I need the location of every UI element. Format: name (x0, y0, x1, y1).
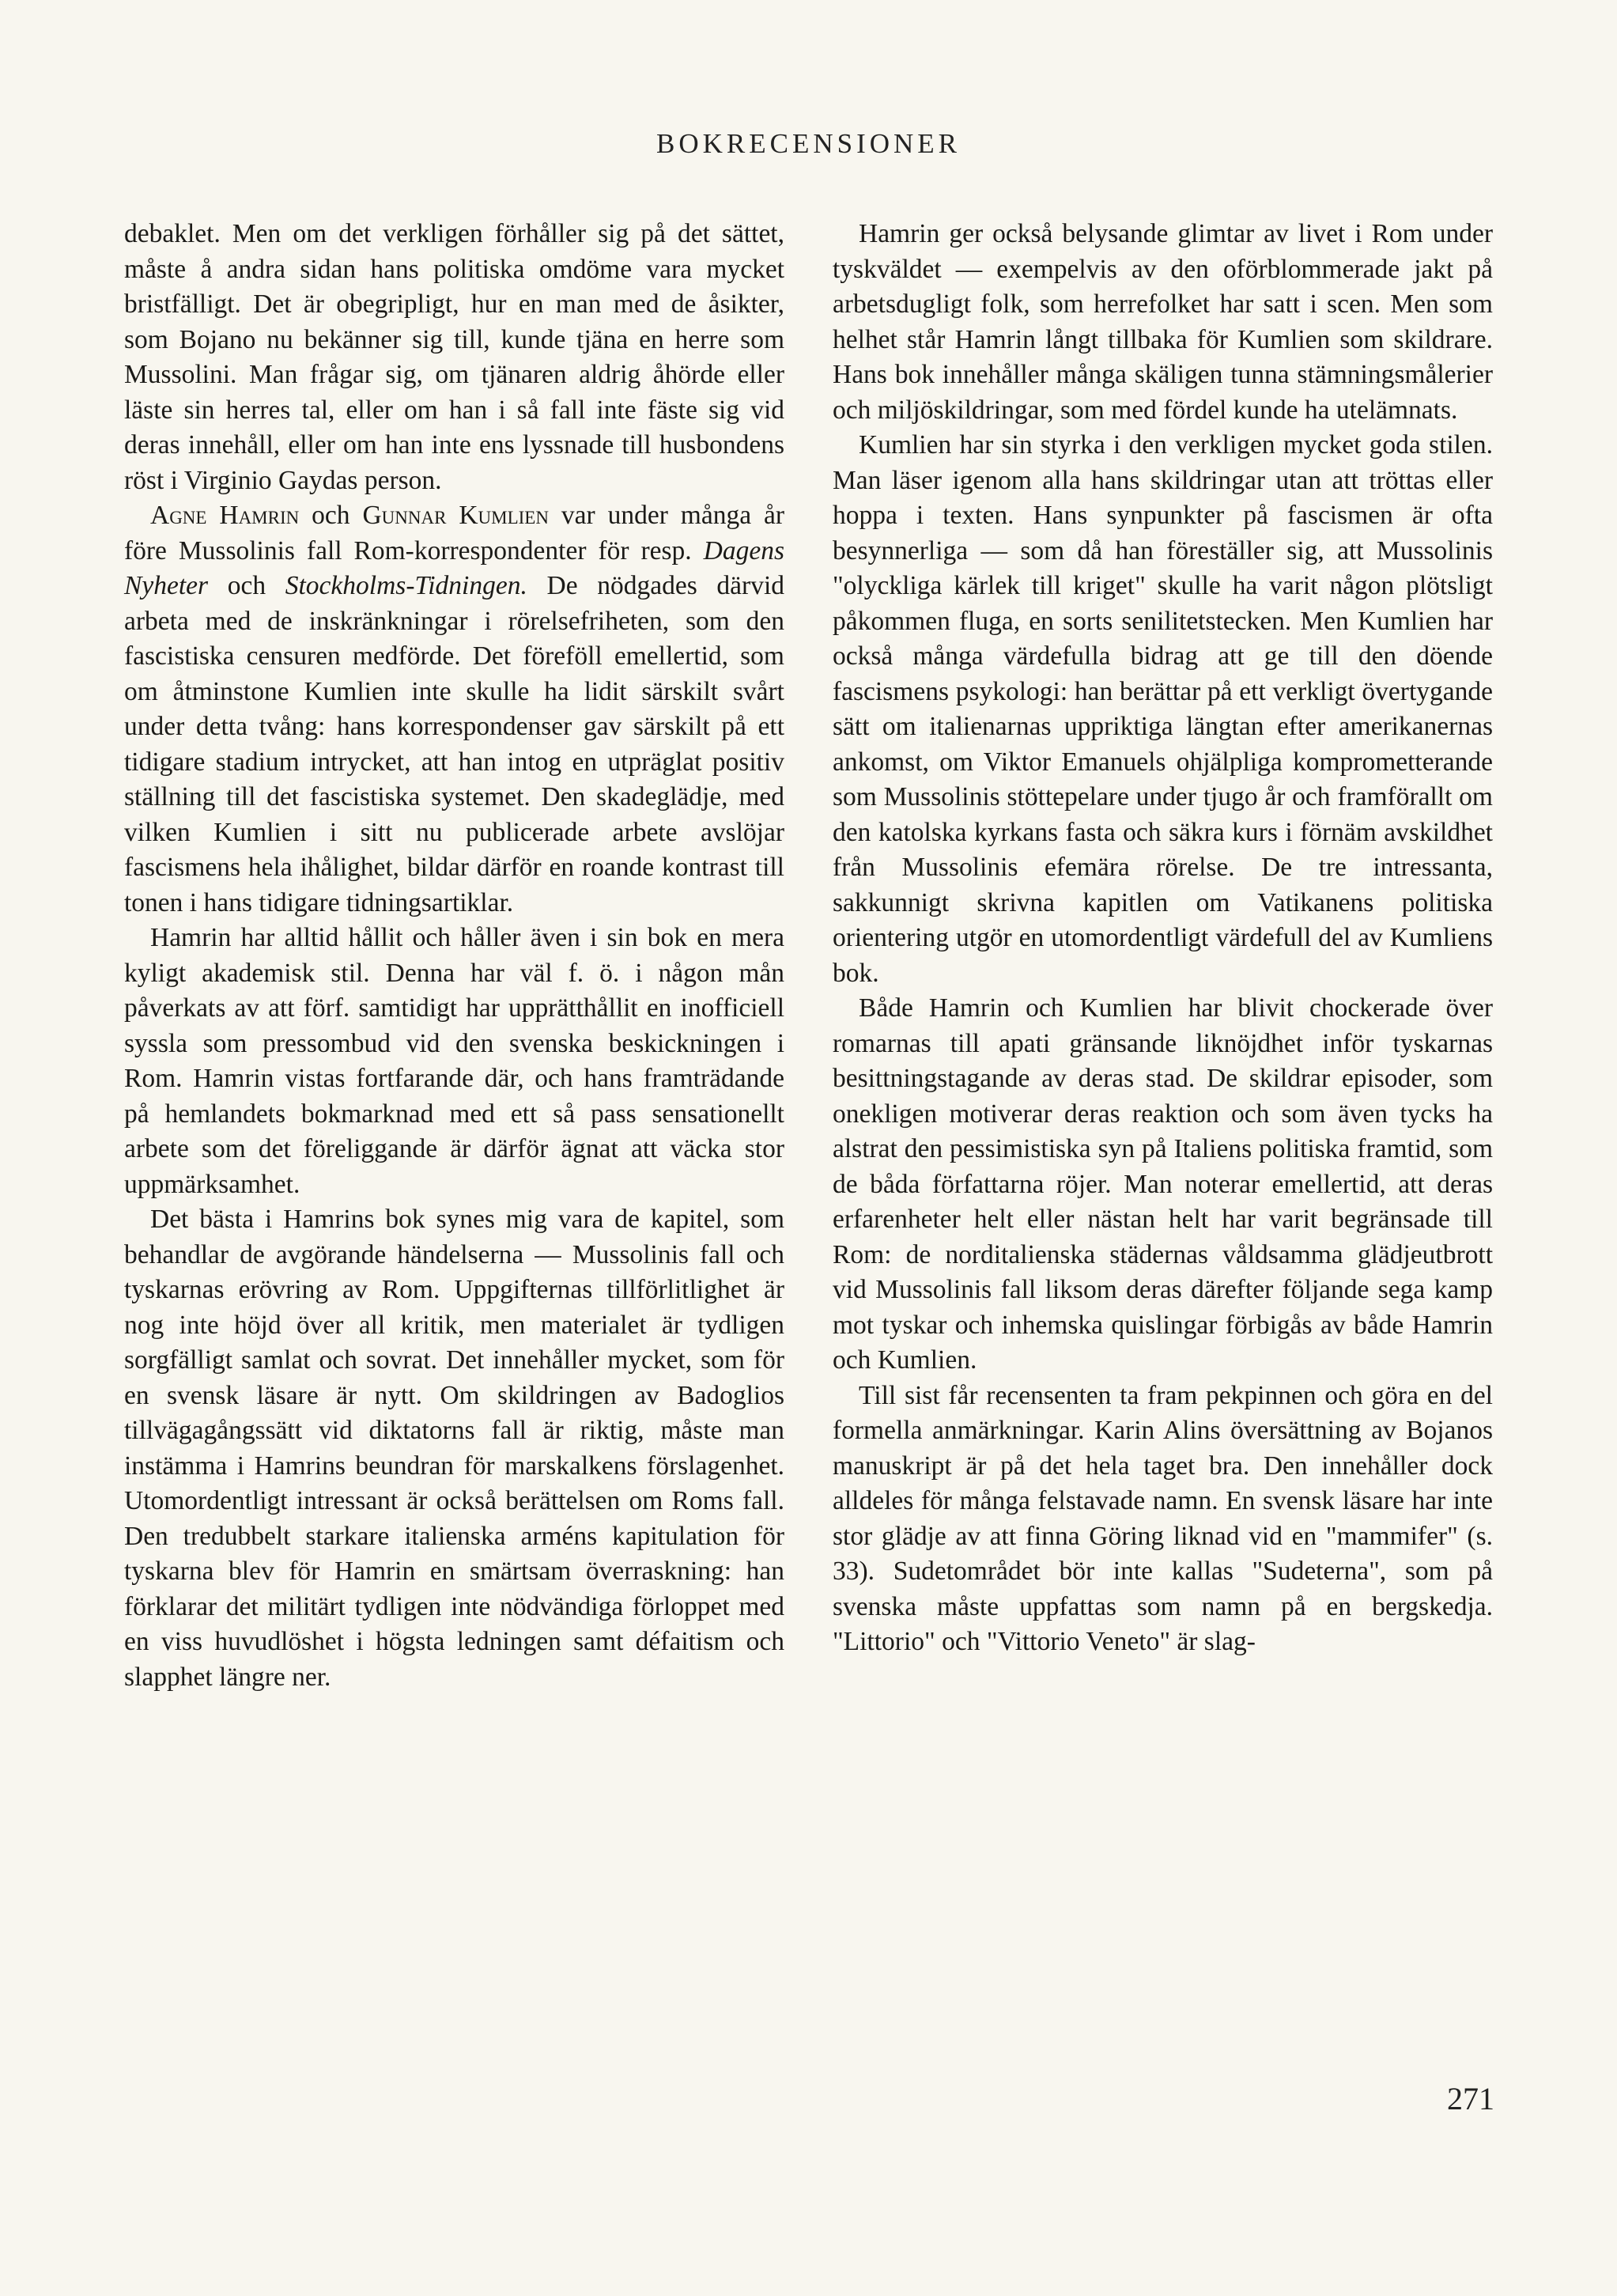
left-paragraph-2-text-b: och (208, 571, 285, 600)
left-paragraph-3: Hamrin har alltid hållit och håller även i sin bok en mera kyligt akademisk stil. Denna har väl f. ö. i någon mån påverkats av att förf. samtidigt har upprätthållit en inofficiell syssla som pressombud vid den svenska beskickningen i Rom. Hamrin vistas fortfarande där, och hans framträdande på hemlandets bokmarknad med ett så pass sensationellt arbete som det föreliggande är därför ägnat att väcka stor uppmärksamhet. (124, 923, 784, 1199)
page-number: 271 (1447, 2081, 1494, 2116)
left-paragraph-1: debaklet. Men om det verkligen förhåller sig på det sättet, måste å andra sidan hans politiska omdöme vara mycket bristfälligt. Det är obegripligt, hur en man med de åsikter, som Bojano nu bekänner sig till, kunde tjäna en herre som Mussolini. Man frågar sig, om tjänaren aldrig åhörde eller läste sin herres tal, eller om han i så fall inte fäste sig vid deras innehåll, eller om han inte ens lyssnade till husbondens röst i Virginio Gaydas person. (124, 219, 784, 495)
left-paragraph-2-text-a: var under många år före Mussolinis fall Rom-korrespondenter för resp. (124, 501, 785, 565)
right-paragraph-4: Till sist får recensenten ta fram pekpinnen och göra en del formella anmärkningar. Karin Alins översättning av Bojanos manuskript är på det hela taget bra. Den innehåller dock alldeles för många felstavade namn. En svensk läsare har inte stor glädje av att finna Göring liknad vid en "mammifer" (s. 33). Sudetområdet bör inte kallas "Sudeterna", som på svenska måste uppfattas som namn på en bergskedja. "Littorio" och "Vittorio Veneto" är slag- (833, 1380, 1493, 1656)
right-paragraph-2: Kumlien har sin styrka i den verkligen mycket goda stilen. Man läser igenom alla hans skildringar utan att tröttas eller hoppa i texten. Hans synpunkter på fascismen är ofta besynnerliga — som då han föreställer sig, att Mussolinis "olyckliga kärlek till kriget" skulle ha varit någon plötsligt påkommen fluga, en sorts senilitetstecken. Men Kumlien har också många värdefulla bidrag att ge till den döende fascismens psykologi: han berättar på ett verkligt övertygande sätt om italienarnas uppriktiga längtan efter amerikanernas ankomst, om Viktor Emanuels ohjälpliga komprometterande som Mussolinis stöttepelare under tjugo år och framförallt om den katolska kyrkans fasta och säkra kurs i förnäm avskildhet från Mussolinis efemära rörelse. De tre intressanta, sakkunnigt skrivna kapitlen om Vatikanens politiska orientering utgör en utomordentligt värdefull del av Kumliens bok. (833, 430, 1493, 988)
left-paragraph-4: Det bästa i Hamrins bok synes mig vara de kapitel, som behandlar de avgörande händelserna — Mussolinis fall och tyskarnas erövring av Rom. Uppgifternas tillförlitlighet är nog inte höjd över all kritik, men materialet är tydligen sorgfälligt samlat och sovrat. Det innehåller mycket, som för en svensk läsare är nytt. Om skildringen av Badoglios tillvägagångssätt vid diktatorns fall är riktig, måste man instämma i Hamrins beundran för marskalkens förslagenhet. Utomordentligt intressant är också berättelsen om Roms fall. Den tredubbelt starkare italienska arméns kapitulation för tyskarna blev för Hamrin en smärtsam överraskning: han förklarar det militärt tydligen inte nödvändiga förloppet med en viss huvudlöshet i högsta ledningen samt défaitism och slapphet längre ner. (124, 1205, 784, 1692)
right-paragraph-1: Hamrin ger också belysande glimtar av livet i Rom under tyskväldet — exempelvis av den oförblommerade jakt på arbetsdugligt folk, som herrefolket har satt i scen. Men som helhet står Hamrin långt tillbaka för Kumlien som skildrare. Hans bok innehåller många skäligen tunna stämningsmålerier och miljöskildringar, som med fördel kunde ha utelämnats. (833, 219, 1493, 425)
left-paragraph-2-text-c: De nödgades därvid arbeta med de inskränkningar i rörelsefriheten, som den fascistiska censuren medförde. Det föreföll emellertid, som om åtminstone Kumlien inte skulle ha lidit särskilt svårt under detta tvång: hans korrespondenser gav särskilt på ett tidigare stadium intrycket, att han intog en utpräglat positiv ställning till det fascistiska systemet. Den skadeglädje, med vilken Kumlien i sitt nu publicerade arbete avslöjar fascismens hela ihålighet, bildar därför en roande kontrast till tonen i hans tidigare tidningsartiklar. (124, 571, 785, 917)
right-column (833, 217, 1493, 1660)
newspaper-dagens-nyheter: Dagens Nyheter (124, 535, 784, 600)
author-name-kumlien: Gunnar Kumlien (362, 501, 549, 530)
newspaper-stockholms-tidningen: Stockholms-Tidningen. (285, 571, 527, 600)
right-paragraph-3: Både Hamrin och Kumlien har blivit chockerade över romarnas till apati gränsande liknöjdhet inför tyskarnas besittningstagande av deras stad. De skildrar episoder, som onekligen motiverar deras reaktion och som även tycks ha alstrat den pessimistiska syn på Italiens politiska framtid, som de båda författarna röjer. Man noterar emellertid, att deras erfarenheter helt eller nästan helt har varit begränsade till Rom: de norditalienska städernas våldsamma glädjeutbrott vid Mussolinis fall liksom deras därefter följande sega kamp mot tyskar och inhemska quislingar förbigås av både Hamrin och Kumlien. (833, 993, 1493, 1375)
left-column (124, 217, 784, 1695)
running-head: BOKRECENSIONER (655, 128, 962, 159)
conjunction: och (299, 501, 363, 530)
left-paragraph-2 (124, 498, 784, 921)
author-name-hamrin: Agne Hamrin (150, 501, 300, 530)
